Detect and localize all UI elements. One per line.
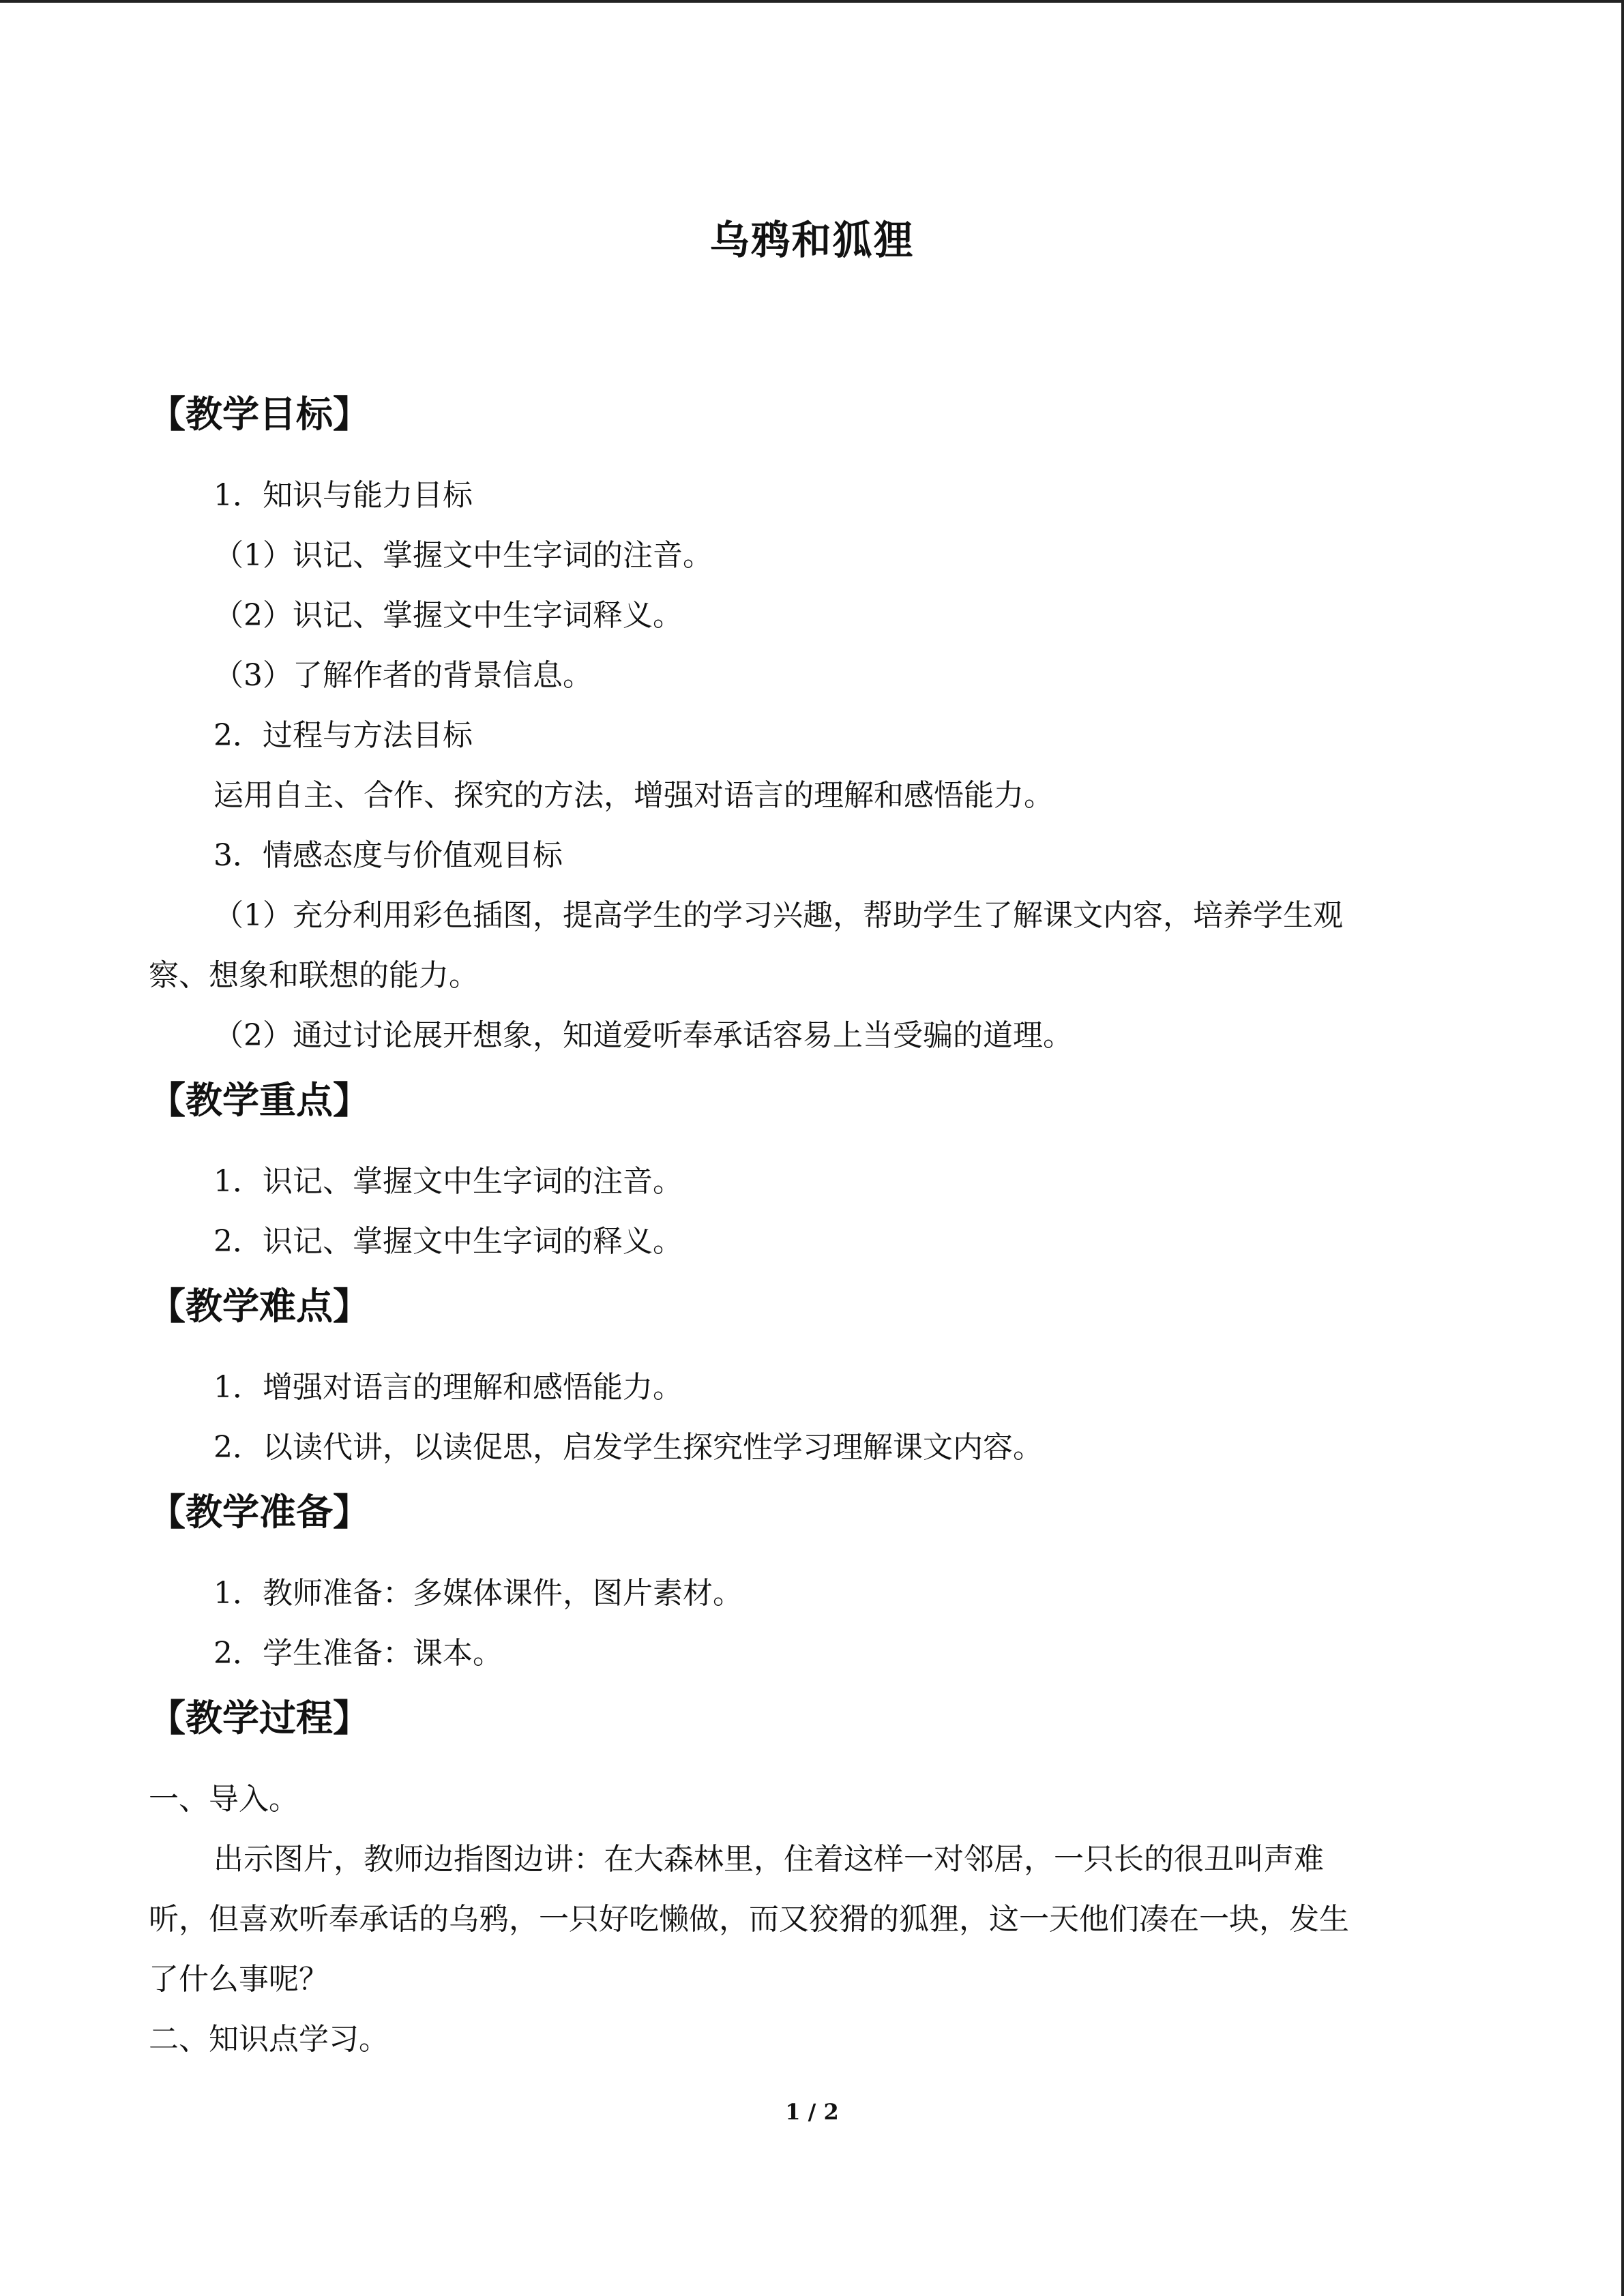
preparation-2: 2．学生准备：课本。 (213, 1636, 503, 1671)
heading-key-points: 【教学重点】 (149, 1078, 370, 1122)
key-point-1: 1．识记、掌握文中生字词的注音。 (213, 1164, 683, 1199)
goal-3-1-line1: （1）充分利用彩色插图，提高学生的学习兴趣，帮助学生了解课文内容，培养学生观 (213, 898, 1343, 933)
page-title: 乌鸦和狐狸 (709, 217, 915, 263)
process-step-1-text-line2: 听，但喜欢听奉承话的乌鸦，一只好吃懒做，而又狡猾的狐狸，这一天他们凑在一块，发生 (149, 1902, 1349, 1937)
goal-1-3: （3）了解作者的背景信息。 (213, 658, 593, 693)
goal-2-text: 运用自主、合作、探究的方法，增强对语言的理解和感悟能力。 (213, 778, 1054, 813)
process-step-1-text-line3: 了什么事呢？ (149, 1962, 329, 1997)
goal-3-2: （2）通过讨论展开想象，知道爱听奉承话容易上当受骗的道理。 (213, 1018, 1073, 1053)
top-border (0, 0, 1624, 3)
process-step-2: 二、知识点学习。 (149, 2022, 389, 2057)
goal-3: 3．情感态度与价值观目标 (213, 838, 563, 873)
page-number: 1 / 2 (785, 2099, 839, 2125)
difficulty-1: 1．增强对语言的理解和感悟能力。 (213, 1370, 683, 1405)
goal-3-1-line2: 察、想象和联想的能力。 (149, 958, 479, 993)
right-border (1621, 0, 1624, 2296)
process-step-1-text-line1: 出示图片，教师边指图边讲：在大森林里，住着这样一对邻居，一只长的很丑叫声难 (213, 1842, 1324, 1877)
key-point-2: 2．识记、掌握文中生字词的释义。 (213, 1224, 683, 1259)
heading-process: 【教学过程】 (149, 1696, 370, 1740)
heading-goals: 【教学目标】 (149, 392, 370, 436)
difficulty-2: 2．以读代讲，以读促思，启发学生探究性学习理解课文内容。 (213, 1430, 1043, 1465)
heading-difficulties: 【教学难点】 (149, 1284, 370, 1328)
goal-1-2: （2）识记、掌握文中生字词释义。 (213, 598, 683, 633)
heading-preparation: 【教学准备】 (149, 1490, 370, 1534)
preparation-1: 1．教师准备：多媒体课件，图片素材。 (213, 1576, 743, 1611)
goal-1: 1．知识与能力目标 (213, 478, 473, 513)
goal-1-1: （1）识记、掌握文中生字词的注音。 (213, 538, 713, 573)
process-step-1: 一、导入。 (149, 1782, 299, 1817)
goal-2: 2．过程与方法目标 (213, 718, 473, 753)
